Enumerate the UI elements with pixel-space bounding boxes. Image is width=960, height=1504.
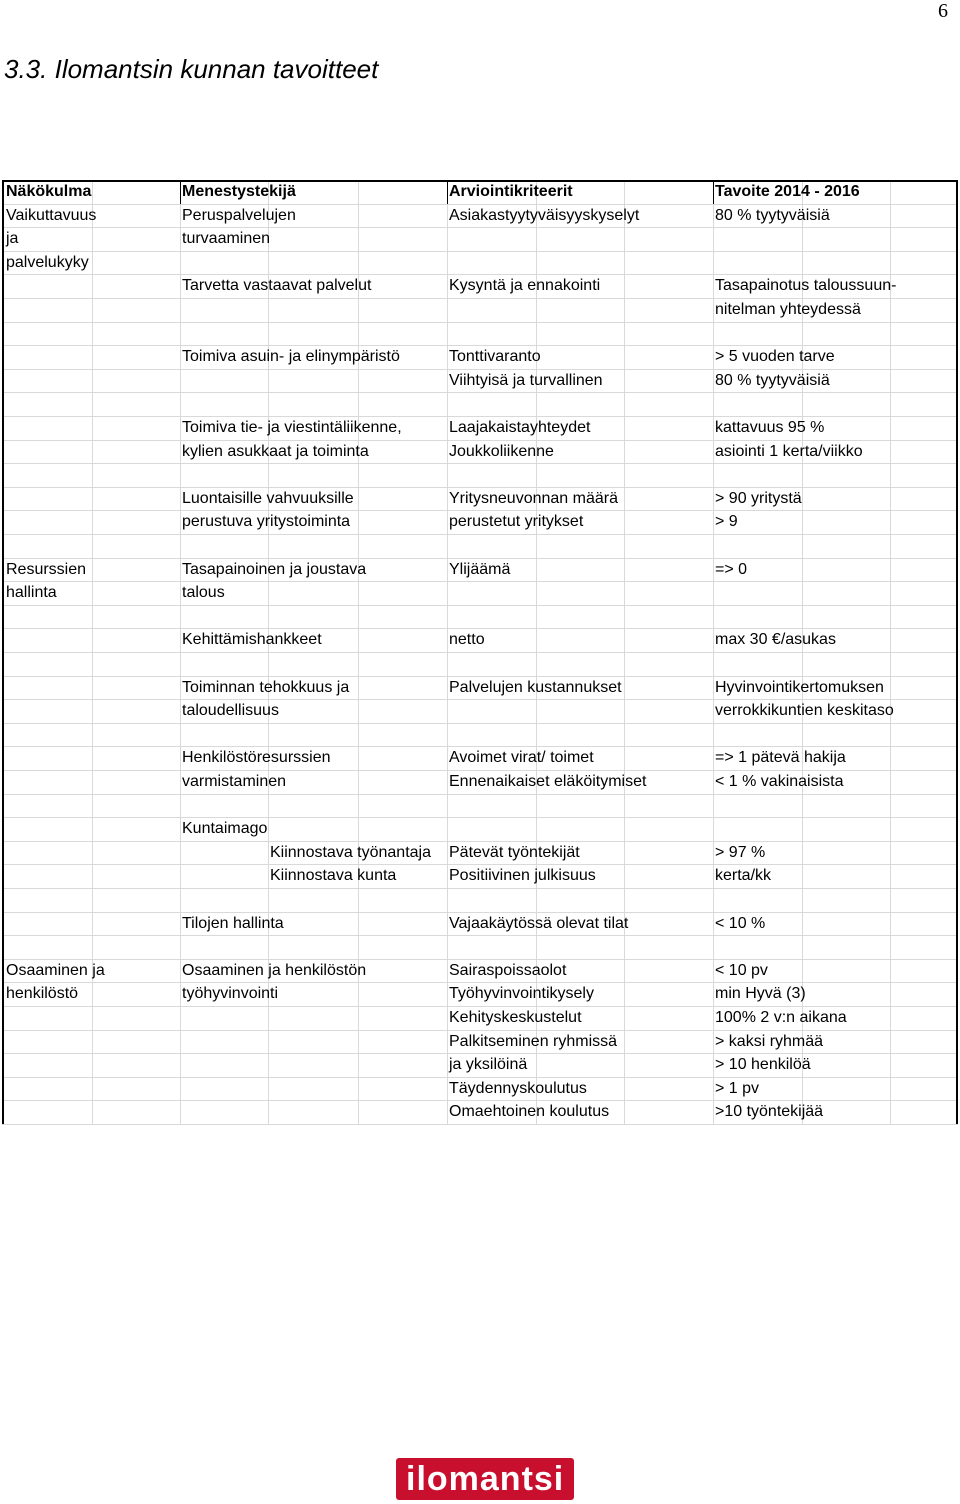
- table-cell: Toimiva tie- ja viestintäliikenne,: [182, 419, 402, 436]
- grid-line-horizontal: [2, 605, 958, 606]
- table-cell: Henkilöstöresurssien: [182, 749, 331, 766]
- logo-text: ilomantsi: [406, 1459, 565, 1498]
- table-cell: ja: [6, 230, 19, 247]
- table-cell: Toiminnan tehokkuus ja: [182, 679, 350, 696]
- table-cell: > 90 yritystä: [715, 490, 802, 507]
- table-cell: Avoimet virat/ toimet: [449, 749, 594, 766]
- table-cell: kattavuus 95 %: [715, 419, 825, 436]
- grid-line-horizontal: [2, 463, 958, 464]
- grid-line-horizontal: [2, 1124, 958, 1125]
- table-top-border: [2, 180, 958, 182]
- table-cell: Toimiva asuin- ja elinympäristö: [182, 348, 400, 365]
- grid-line-horizontal: [2, 628, 958, 629]
- grid-line-horizontal: [2, 369, 958, 370]
- grid-line-horizontal: [2, 581, 958, 582]
- grid-line-horizontal: [2, 746, 958, 747]
- table-cell: Kiinnostava kunta: [270, 867, 397, 884]
- table-cell: Joukkoliikenne: [449, 443, 554, 460]
- table-cell: 100% 2 v:n aikana: [715, 1009, 847, 1026]
- section-heading: 3.3. Ilomantsin kunnan tavoitteet: [4, 54, 379, 84]
- table-cell: Asiakastyytyväisyyskyselyt: [449, 207, 640, 224]
- table-header-cell: Menestystekijä: [182, 183, 296, 200]
- grid-line-horizontal: [2, 510, 958, 511]
- grid-line-horizontal: [2, 416, 958, 417]
- table-cell: talous: [182, 584, 225, 601]
- table-cell: netto: [449, 631, 485, 648]
- table-cell: Sairaspoissaolot: [449, 962, 567, 979]
- table-header-cell: Tavoite 2014 - 2016: [715, 183, 860, 200]
- grid-line-horizontal: [2, 251, 958, 252]
- table-cell: Peruspalvelujen: [182, 207, 296, 224]
- grid-line-horizontal: [2, 1053, 958, 1054]
- table-cell: Kuntaimago: [182, 820, 268, 837]
- table-cell: hallinta: [6, 584, 57, 601]
- grid-line-horizontal: [2, 227, 958, 228]
- table-cell: Tilojen hallinta: [182, 915, 284, 932]
- table-cell: min Hyvä (3): [715, 985, 806, 1002]
- table-cell: 80 % tyytyväisiä: [715, 207, 830, 224]
- table-cell: Vaikuttavuus: [6, 207, 97, 224]
- table-cell: ja yksilöinä: [449, 1056, 528, 1073]
- table-cell: Ennenaikaiset eläköitymiset: [449, 773, 647, 790]
- header-column-separator: [180, 182, 181, 204]
- table-cell: Palvelujen kustannukset: [449, 679, 622, 696]
- grid-line-horizontal: [2, 841, 958, 842]
- table-cell: Positiivinen julkisuus: [449, 867, 596, 884]
- table-side-border: [2, 180, 4, 1124]
- grid-line-horizontal: [2, 534, 958, 535]
- table-cell: > 5 vuoden tarve: [715, 348, 835, 365]
- table-cell: Osaaminen ja henkilöstön: [182, 962, 367, 979]
- ilomantsi-logo: [396, 1458, 574, 1500]
- table-cell: Pätevät työntekijät: [449, 844, 580, 861]
- grid-line-horizontal: [2, 1006, 958, 1007]
- table-cell: perustetut yritykset: [449, 513, 584, 530]
- grid-line-horizontal: [2, 1077, 958, 1078]
- table-cell: Viihtyisä ja turvallinen: [449, 372, 603, 389]
- table-cell: Palkitseminen ryhmissä: [449, 1033, 618, 1050]
- table-cell: Luontaisille vahvuuksille: [182, 490, 354, 507]
- table-header-cell: Arviointikriteerit: [449, 183, 573, 200]
- table-cell: asiointi 1 kerta/viikko: [715, 443, 863, 460]
- table-cell: varmistaminen: [182, 773, 287, 790]
- grid-line-horizontal: [2, 959, 958, 960]
- table-cell: Hyvinvointikertomuksen: [715, 679, 884, 696]
- page-number: 6: [938, 0, 948, 22]
- table-cell: > 10 henkilöä: [715, 1056, 811, 1073]
- grid-line-horizontal: [2, 558, 958, 559]
- grid-line-horizontal: [2, 204, 958, 205]
- table-cell: henkilöstö: [6, 985, 79, 1002]
- grid-line-horizontal: [2, 817, 958, 818]
- table-cell: Yritysneuvonnan määrä: [449, 490, 618, 507]
- table-cell: Tasapainoinen ja joustava: [182, 561, 367, 578]
- table-cell: max 30 €/asukas: [715, 631, 836, 648]
- grid-line-horizontal: [2, 274, 958, 275]
- table-cell: Kehittämishankkeet: [182, 631, 322, 648]
- table-side-border: [956, 180, 958, 1124]
- table-cell: perustuva yritystoiminta: [182, 513, 351, 530]
- table-cell: > 1 pv: [715, 1080, 760, 1097]
- table-cell: Kysyntä ja ennakointi: [449, 277, 601, 294]
- table-cell: palvelukyky: [6, 254, 89, 271]
- grid-line-horizontal: [2, 864, 958, 865]
- table-cell: Työhyvinvointikysely: [449, 985, 594, 1002]
- table-cell: Omaehtoinen koulutus: [449, 1103, 610, 1120]
- table-cell: työhyvinvointi: [182, 985, 279, 1002]
- grid-line-horizontal: [2, 487, 958, 488]
- table-cell: Laajakaistayhteydet: [449, 419, 591, 436]
- table-cell: >10 työntekijää: [715, 1103, 824, 1120]
- table-cell: > 9: [715, 513, 738, 530]
- table-cell: Kiinnostava työnantaja: [270, 844, 431, 861]
- table-header-cell: Näkökulma: [6, 183, 92, 200]
- table-cell: taloudellisuus: [182, 702, 279, 719]
- logo-badge: [396, 1458, 574, 1500]
- grid-line-horizontal: [2, 322, 958, 323]
- table-cell: Kehityskeskustelut: [449, 1009, 582, 1026]
- grid-line-horizontal: [2, 1030, 958, 1031]
- header-column-separator: [447, 182, 448, 204]
- table-cell: kylien asukkaat ja toiminta: [182, 443, 369, 460]
- table-cell: Täydennyskoulutus: [449, 1080, 587, 1097]
- grid-line-horizontal: [2, 699, 958, 700]
- header-column-separator: [713, 182, 714, 204]
- table-cell: Ylijäämä: [449, 561, 511, 578]
- grid-line-horizontal: [2, 770, 958, 771]
- goals-table: [2, 180, 958, 1124]
- grid-line-horizontal: [2, 345, 958, 346]
- table-cell: nitelman yhteydessä: [715, 301, 861, 318]
- table-cell: Tonttivaranto: [449, 348, 541, 365]
- grid-line-horizontal: [2, 652, 958, 653]
- table-cell: Osaaminen ja: [6, 962, 105, 979]
- table-cell: 80 % tyytyväisiä: [715, 372, 830, 389]
- grid-line-horizontal: [2, 723, 958, 724]
- grid-line-horizontal: [2, 676, 958, 677]
- table-cell: => 1 pätevä hakija: [715, 749, 846, 766]
- table-cell: Tasapainotus taloussuun-: [715, 277, 897, 294]
- grid-line-horizontal: [2, 794, 958, 795]
- table-cell: verrokkikuntien keskitaso: [715, 702, 894, 719]
- grid-line-horizontal: [2, 440, 958, 441]
- grid-line-horizontal: [2, 392, 958, 393]
- table-cell: turvaaminen: [182, 230, 271, 247]
- table-cell: => 0: [715, 561, 748, 578]
- grid-line-horizontal: [2, 982, 958, 983]
- grid-line-horizontal: [2, 912, 958, 913]
- grid-line-horizontal: [2, 1100, 958, 1101]
- grid-line-horizontal: [2, 935, 958, 936]
- grid-line-horizontal: [2, 888, 958, 889]
- table-cell: < 1 % vakinaisista: [715, 773, 844, 790]
- table-cell: > kaksi ryhmää: [715, 1033, 824, 1050]
- table-cell: Vajaakäytössä olevat tilat: [449, 915, 629, 932]
- grid-line-horizontal: [2, 298, 958, 299]
- table-cell: kerta/kk: [715, 867, 772, 884]
- table-cell: < 10 %: [715, 915, 766, 932]
- table-cell: > 97 %: [715, 844, 766, 861]
- table-cell: Resurssien: [6, 561, 87, 578]
- table-cell: Tarvetta vastaavat palvelut: [182, 277, 372, 294]
- table-cell: < 10 pv: [715, 962, 768, 979]
